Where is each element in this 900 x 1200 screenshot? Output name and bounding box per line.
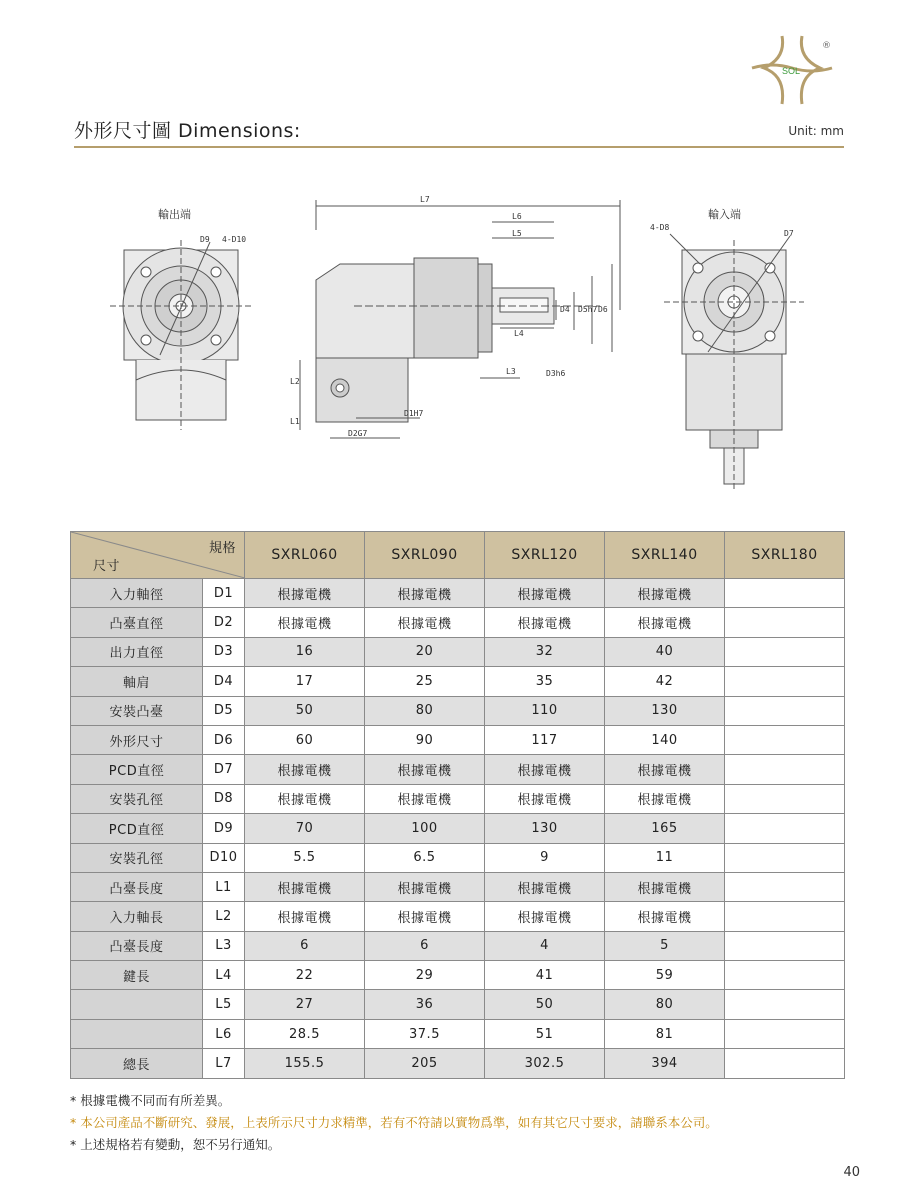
dim-4-d8: 4-D8 xyxy=(650,223,670,232)
value-cell: 90 xyxy=(365,725,485,754)
value-cell: 6 xyxy=(365,931,485,960)
value-cell: 70 xyxy=(245,814,365,843)
model-header: SXRL090 xyxy=(365,532,485,579)
value-cell: 59 xyxy=(605,961,725,990)
value-cell: 205 xyxy=(365,1049,485,1078)
model-header: SXRL180 xyxy=(725,532,845,579)
row-code: L5 xyxy=(203,990,245,1019)
dim-d2g7: D2G7 xyxy=(348,429,368,438)
value-cell: 根據電機 xyxy=(605,784,725,813)
model-header: SXRL120 xyxy=(485,532,605,579)
row-label xyxy=(71,990,203,1019)
table-row xyxy=(71,1049,845,1078)
page-title: 外形尺寸圖 Dimensions: xyxy=(74,120,301,142)
input-end-label: 輸入端 xyxy=(708,208,741,221)
dimensions-table xyxy=(70,531,845,1079)
dim-l2: L2 xyxy=(290,377,300,386)
dim-l4: L4 xyxy=(514,329,524,338)
company-logo xyxy=(742,28,842,114)
logo-text: SOL xyxy=(782,66,801,76)
value-cell: 100 xyxy=(365,814,485,843)
value-cell xyxy=(725,637,845,666)
row-code: L1 xyxy=(203,872,245,901)
row-label: 外形尺寸 xyxy=(71,725,203,754)
row-code: D1 xyxy=(203,579,245,608)
value-cell: 81 xyxy=(605,1019,725,1048)
value-cell xyxy=(725,1049,845,1078)
value-cell: 51 xyxy=(485,1019,605,1048)
dim-d9: D9 xyxy=(200,235,210,244)
value-cell: 根據電機 xyxy=(485,872,605,901)
table-row xyxy=(71,843,845,872)
row-label: 凸臺長度 xyxy=(71,872,203,901)
table-row xyxy=(71,814,845,843)
dim-l7: L7 xyxy=(420,195,430,204)
value-cell: 5 xyxy=(605,931,725,960)
value-cell: 4 xyxy=(485,931,605,960)
value-cell: 60 xyxy=(245,725,365,754)
value-cell: 117 xyxy=(485,725,605,754)
row-label: 鍵長 xyxy=(71,961,203,990)
table-row xyxy=(71,696,845,725)
value-cell: 27 xyxy=(245,990,365,1019)
value-cell: 110 xyxy=(485,696,605,725)
value-cell xyxy=(725,990,845,1019)
value-cell xyxy=(725,696,845,725)
value-cell: 130 xyxy=(485,814,605,843)
table-corner-cell xyxy=(71,532,245,579)
value-cell: 根據電機 xyxy=(605,872,725,901)
value-cell: 根據電機 xyxy=(485,608,605,637)
table-row xyxy=(71,990,845,1019)
value-cell: 140 xyxy=(605,725,725,754)
value-cell: 50 xyxy=(245,696,365,725)
footnotes xyxy=(70,1090,718,1156)
row-label: 出力直徑 xyxy=(71,637,203,666)
dim-d6: D6 xyxy=(598,305,608,314)
value-cell xyxy=(725,1019,845,1048)
value-cell: 35 xyxy=(485,667,605,696)
value-cell xyxy=(725,608,845,637)
table-row xyxy=(71,579,845,608)
row-label: 總長 xyxy=(71,1049,203,1078)
value-cell: 41 xyxy=(485,961,605,990)
value-cell: 28.5 xyxy=(245,1019,365,1048)
value-cell xyxy=(725,784,845,813)
value-cell: 9 xyxy=(485,843,605,872)
value-cell: 根據電機 xyxy=(605,902,725,931)
row-label: 安裝凸臺 xyxy=(71,696,203,725)
row-code: D9 xyxy=(203,814,245,843)
registered-mark: ® xyxy=(822,41,831,51)
title-divider xyxy=(74,146,844,148)
value-cell: 20 xyxy=(365,637,485,666)
value-cell: 37.5 xyxy=(365,1019,485,1048)
table-body xyxy=(71,579,845,1079)
value-cell: 25 xyxy=(365,667,485,696)
row-code: D10 xyxy=(203,843,245,872)
footnote: * 本公司產品不斷研究、發展，上表所示尺寸力求精準，若有不符請以實物爲準，如有其它尺寸要求，請聯系本公司。 xyxy=(70,1115,718,1130)
row-code: L4 xyxy=(203,961,245,990)
row-label: PCD直徑 xyxy=(71,755,203,784)
value-cell: 80 xyxy=(365,696,485,725)
row-code: D2 xyxy=(203,608,245,637)
row-code: D5 xyxy=(203,696,245,725)
value-cell: 22 xyxy=(245,961,365,990)
output-end-label: 輸出端 xyxy=(158,208,191,221)
row-code: D8 xyxy=(203,784,245,813)
value-cell xyxy=(725,814,845,843)
table-row xyxy=(71,872,845,901)
value-cell: 155.5 xyxy=(245,1049,365,1078)
value-cell: 6 xyxy=(245,931,365,960)
value-cell: 根據電機 xyxy=(245,784,365,813)
row-label: 凸臺直徑 xyxy=(71,608,203,637)
value-cell: 130 xyxy=(605,696,725,725)
value-cell: 根據電機 xyxy=(245,872,365,901)
row-code: L7 xyxy=(203,1049,245,1078)
table-row xyxy=(71,931,845,960)
value-cell: 根據電機 xyxy=(365,784,485,813)
value-cell: 根據電機 xyxy=(605,608,725,637)
row-code: L6 xyxy=(203,1019,245,1048)
value-cell: 80 xyxy=(605,990,725,1019)
dim-d1h7: D1H7 xyxy=(404,409,424,418)
corner-spec-label: 規格 xyxy=(208,541,236,556)
value-cell: 根據電機 xyxy=(485,784,605,813)
value-cell: 11 xyxy=(605,843,725,872)
row-label: PCD直徑 xyxy=(71,814,203,843)
footnote: * 上述規格若有變動，恕不另行通知。 xyxy=(70,1137,281,1152)
value-cell: 根據電機 xyxy=(605,755,725,784)
value-cell: 根據電機 xyxy=(245,579,365,608)
input-end-view xyxy=(650,207,804,490)
value-cell xyxy=(725,902,845,931)
footnote: * 根據電機不同而有所差異。 xyxy=(70,1093,231,1108)
side-view xyxy=(290,195,620,438)
row-code: D3 xyxy=(203,637,245,666)
value-cell: 根據電機 xyxy=(365,608,485,637)
unit-label: Unit: mm xyxy=(788,124,844,138)
value-cell xyxy=(725,931,845,960)
table-row xyxy=(71,961,845,990)
value-cell: 42 xyxy=(605,667,725,696)
dim-d7: D7 xyxy=(784,229,794,238)
model-header: SXRL060 xyxy=(245,532,365,579)
value-cell xyxy=(725,579,845,608)
table-row xyxy=(71,725,845,754)
value-cell xyxy=(725,725,845,754)
value-cell: 根據電機 xyxy=(245,902,365,931)
row-code: D7 xyxy=(203,755,245,784)
value-cell: 302.5 xyxy=(485,1049,605,1078)
value-cell: 36 xyxy=(365,990,485,1019)
dim-l1: L1 xyxy=(290,417,300,426)
value-cell xyxy=(725,872,845,901)
table-row xyxy=(71,755,845,784)
value-cell: 根據電機 xyxy=(245,608,365,637)
value-cell: 32 xyxy=(485,637,605,666)
row-label xyxy=(71,1019,203,1048)
table-row xyxy=(71,1019,845,1048)
value-cell: 根據電機 xyxy=(365,755,485,784)
row-code: D6 xyxy=(203,725,245,754)
value-cell: 根據電機 xyxy=(365,872,485,901)
value-cell xyxy=(725,755,845,784)
table-row xyxy=(71,902,845,931)
dim-d3h6: D3h6 xyxy=(546,369,566,378)
table-header-row xyxy=(71,532,845,579)
dim-l3: L3 xyxy=(506,367,516,376)
row-label: 入力軸徑 xyxy=(71,579,203,608)
value-cell: 6.5 xyxy=(365,843,485,872)
output-end-view xyxy=(110,207,252,430)
value-cell: 17 xyxy=(245,667,365,696)
dim-l6: L6 xyxy=(512,212,522,221)
value-cell: 根據電機 xyxy=(365,579,485,608)
table-row xyxy=(71,608,845,637)
value-cell: 根據電機 xyxy=(245,755,365,784)
row-label: 入力軸長 xyxy=(71,902,203,931)
value-cell: 根據電機 xyxy=(605,579,725,608)
value-cell xyxy=(725,667,845,696)
table-row xyxy=(71,637,845,666)
corner-dim-label: 尺寸 xyxy=(93,559,121,574)
table-row xyxy=(71,784,845,813)
row-label: 凸臺長度 xyxy=(71,931,203,960)
value-cell: 394 xyxy=(605,1049,725,1078)
value-cell: 40 xyxy=(605,637,725,666)
value-cell: 50 xyxy=(485,990,605,1019)
row-label: 安裝孔徑 xyxy=(71,843,203,872)
value-cell: 5.5 xyxy=(245,843,365,872)
dim-l5: L5 xyxy=(512,229,522,238)
row-label: 軸肩 xyxy=(71,667,203,696)
value-cell: 16 xyxy=(245,637,365,666)
dimension-drawings xyxy=(0,180,900,500)
table-row xyxy=(71,667,845,696)
dim-d4: D4 xyxy=(560,305,570,314)
value-cell: 根據電機 xyxy=(485,755,605,784)
value-cell: 165 xyxy=(605,814,725,843)
row-label: 安裝孔徑 xyxy=(71,784,203,813)
dim-d5h7: D5h7 xyxy=(578,305,598,314)
row-code: L3 xyxy=(203,931,245,960)
page-number: 40 xyxy=(843,1165,860,1180)
value-cell: 29 xyxy=(365,961,485,990)
value-cell xyxy=(725,843,845,872)
value-cell: 根據電機 xyxy=(485,902,605,931)
value-cell: 根據電機 xyxy=(485,579,605,608)
row-code: D4 xyxy=(203,667,245,696)
row-code: L2 xyxy=(203,902,245,931)
value-cell xyxy=(725,961,845,990)
model-header: SXRL140 xyxy=(605,532,725,579)
value-cell: 根據電機 xyxy=(365,902,485,931)
dim-4-d10: 4-D10 xyxy=(222,235,247,244)
